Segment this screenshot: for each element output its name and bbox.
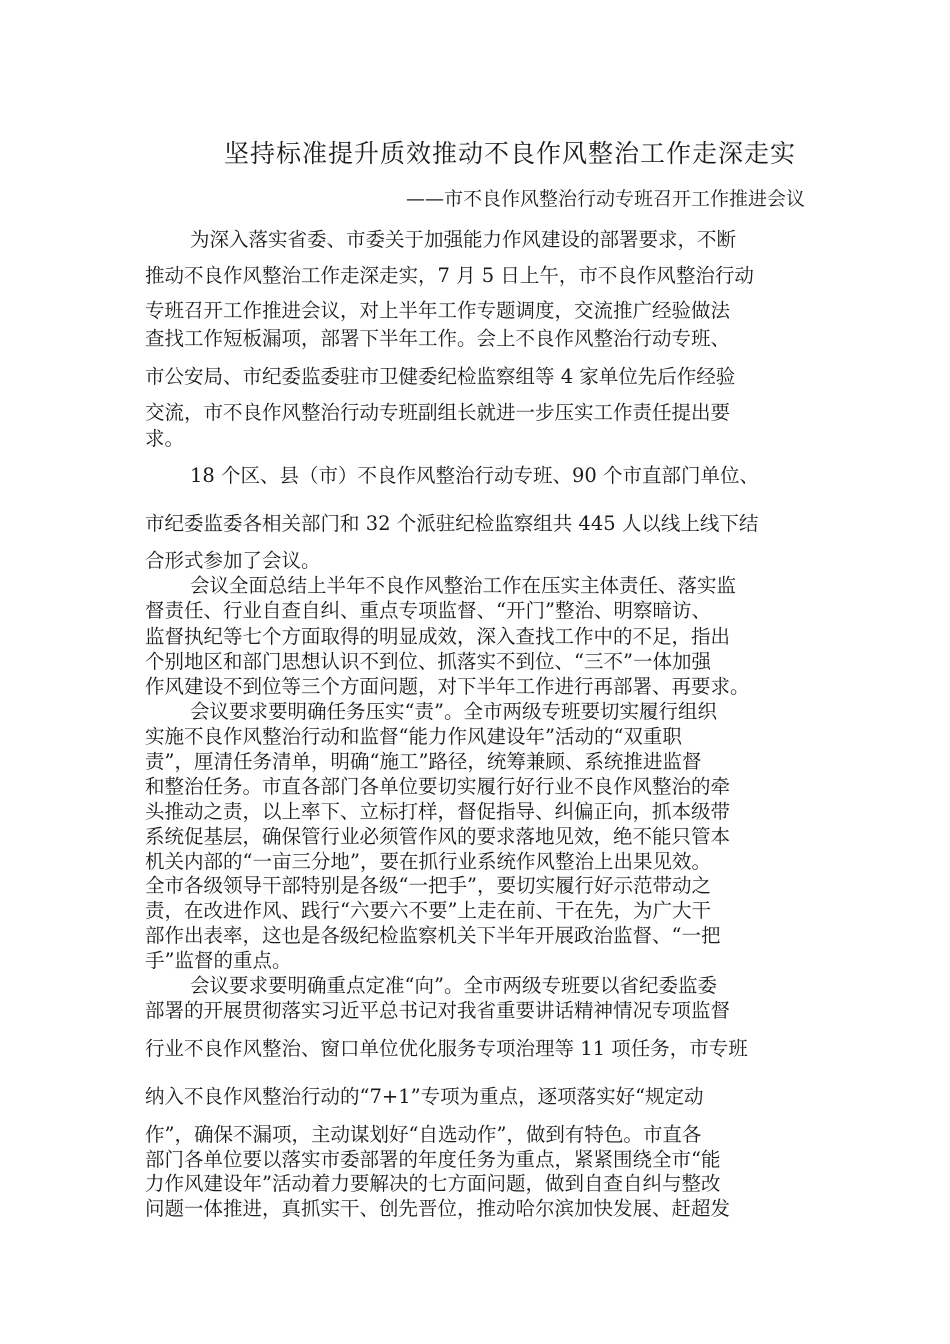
- document-subtitle: ——市不良作风整治行动专班召开工作推进会议: [405, 188, 805, 210]
- text-line: 会议全面总结上半年不良作风整治工作在压实主体责任、落实监: [190, 574, 737, 597]
- text-line: 手”监督的重点。: [145, 949, 292, 972]
- text-line: 责，在改进作风、践行“六要六不要”上走在前、干在先，为广大干: [145, 899, 711, 922]
- text-line: 查找工作短板漏项，部署下半年工作。会上不良作风整治行动专班、: [145, 327, 731, 350]
- text-line: 和整治任务。市直各部门各单位要切实履行好行业不良作风整治的牵: [145, 775, 731, 798]
- text-line: 部作出表率，这也是各级纪检监察机关下半年开展政治监督、“一把: [145, 924, 721, 947]
- text-line: 合形式参加了会议。: [145, 549, 321, 572]
- text-line: 交流，市不良作风整治行动专班副组长就进一步压实工作责任提出要: [145, 401, 731, 424]
- text-line: 推动不良作风整治工作走深走实，7 月 5 日上午，市不良作风整治行动: [145, 264, 754, 287]
- text-line: 实施不良作风整治行动和监督“能力作风建设年”活动的“双重职: [145, 725, 682, 748]
- text-line: 为深入落实省委、市委关于加强能力作风建设的部署要求，不断: [190, 228, 737, 251]
- text-line: 会议要求要明确重点定准“向”。全市两级专班要以省纪委监委: [190, 974, 717, 997]
- text-line: 监督执纪等七个方面取得的明显成效，深入查找工作中的不足，指出: [145, 625, 731, 648]
- text-line: 督责任、行业自查自纠、重点专项监督、“开门”整治、明察暗访、: [145, 599, 711, 622]
- text-line: 全市各级领导干部特别是各级“一把手”，要切实履行好示范带动之: [145, 874, 711, 897]
- text-line: 会议要求要明确任务压实“责”。全市两级专班要切实履行组织: [190, 700, 717, 723]
- text-line: 机关内部的“一亩三分地”，要在抓行业系统作风整治上出果见效。: [145, 850, 711, 873]
- text-line: 18 个区、县（市）不良作风整治行动专班、90 个市直部门单位、: [190, 464, 760, 487]
- document-title: 坚持标准提升质效推动不良作风整治工作走深走实: [223, 139, 796, 168]
- text-line: 求。: [145, 427, 185, 450]
- text-line: 部门各单位要以落实市委部署的年度任务为重点，紧紧围绕全市“能: [145, 1148, 721, 1171]
- text-line: 作风建设不到位等三个方面问题，对下半年工作进行再部署、再要求。: [145, 675, 750, 698]
- text-line: 系统促基层，确保管行业必须管作风的要求落地见效，绝不能只管本: [145, 825, 731, 848]
- text-line: 部署的开展贯彻落实习近平总书记对我省重要讲话精神情况专项监督: [145, 999, 731, 1022]
- text-line: 专班召开工作推进会议，对上半年工作专题调度，交流推广经验做法: [145, 299, 731, 322]
- text-line: 个别地区和部门思想认识不到位、抓落实不到位、“三不”一体加强: [145, 650, 711, 673]
- text-line: 责”，厘清任务清单，明确“施工”路径，统筹兼顾、系统推进监督: [145, 750, 702, 773]
- text-line: 头推动之责，以上率下、立标打样，督促指导、纠偏正向，抓本级带: [145, 800, 731, 823]
- text-line: 市纪委监委各相关部门和 32 个派驻纪检监察组共 445 人以线上线下结: [145, 512, 759, 535]
- text-line: 行业不良作风整治、窗口单位优化服务专项治理等 11 项任务，市专班: [145, 1037, 748, 1060]
- text-line: 力作风建设年”活动着力要解决的七方面问题，做到自查自纠与整改: [145, 1172, 721, 1195]
- text-line: 问题一体推进，真抓实干、创先晋位，推动哈尔滨加快发展、赶超发: [145, 1197, 731, 1220]
- text-line: 作”，确保不漏项，主动谋划好“自选动作”，做到有特色。市直各: [145, 1123, 702, 1146]
- text-line: 纳入不良作风整治行动的“7+1”专项为重点，逐项落实好“规定动: [145, 1085, 704, 1108]
- text-line: 市公安局、市纪委监委驻市卫健委纪检监察组等 4 家单位先后作经验: [145, 365, 736, 388]
